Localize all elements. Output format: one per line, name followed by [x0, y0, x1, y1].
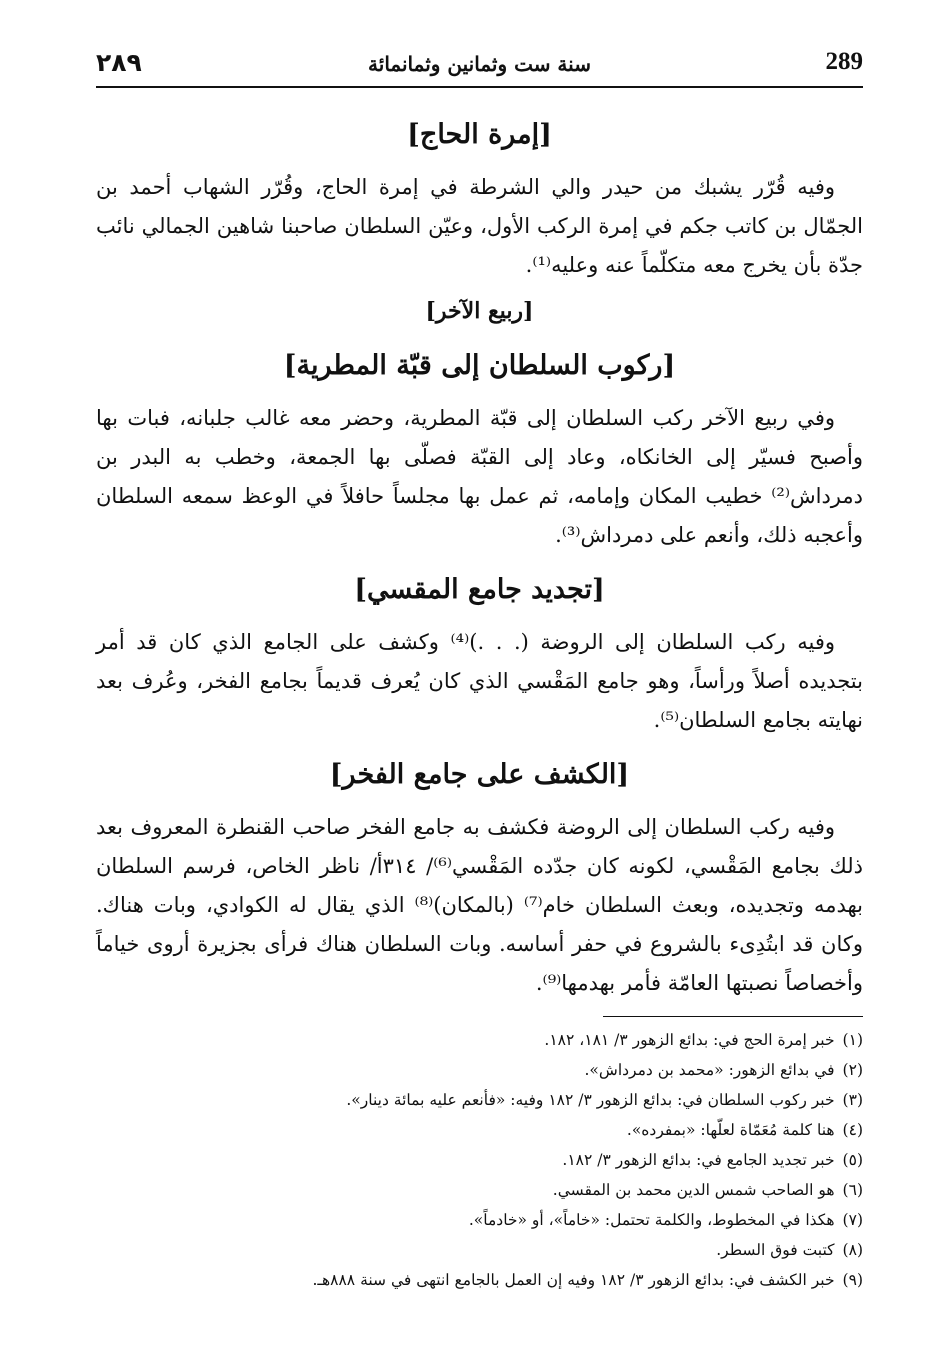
- footnote: [96, 1115, 863, 1145]
- footnote: [96, 1265, 863, 1295]
- paragraph: وفيه ركب السلطان إلى الروضة فكشف به جامع الفخر صاحب القنطرة المعروف بعد ذلك بجامع المَقْسي، لكونه كان جدّده المَقْسي⁽⁶⁾/ ٣١٤أ/ ناظر الخاص، فرسم السلطان بهدمه وتجديده، وبعث السلطان خام⁽⁷⁾ (بالمكان)⁽⁸⁾ الذي يقال له الكوادي، وبات هناك. وكان قد ابتُدِىء بالشروع في حفر أساسه. وبات السلطان هناك فرأى بجزيرة أروى خياماً وأخصاصاً نصبتها العامّة فأمر بهدمها⁽⁹⁾.: [96, 815, 864, 995]
- paragraph: وفي ربيع الآخر ركب السلطان إلى قبّة المطرية، وحضر معه غالب جلبانه، فبات بها وأصبح فسيّر إلى الخانكاه، وعاد إلى القبّة فصلّى بها الجمعة، وخطب به البدر بن دمرداش⁽²⁾ خطيب المكان وإمامه، ثم عمل بها مجلساً حافلاً في الوعظ سمعه السلطان وأعجبه ذلك، وأنعم على دمرداش⁽³⁾.: [96, 406, 863, 547]
- paragraph: وفيه ركب السلطان إلى الروضة (. . .)⁽⁴⁾ وكشف على الجامع الذي كان قد أمر بتجديده أصلاً ورأساً، وهو جامع المَقْسي الذي كان يُعرف قديماً بجامع الفخر، وعُرف بعد نهايته بجامع السلطان⁽⁵⁾.: [96, 630, 863, 732]
- section-sultan-ride: [96, 341, 863, 555]
- footnote: [96, 1205, 863, 1235]
- section-title: [الكشف على جامع الفخر]: [329, 759, 630, 790]
- footnote-number: (٣): [842, 1091, 863, 1109]
- footnotes: [96, 1016, 863, 1295]
- footnote-rule: [603, 1016, 863, 1017]
- footnote: [96, 1055, 863, 1085]
- footnote-text: كتبت فوق السطر.: [716, 1241, 835, 1259]
- main-text: [96, 100, 863, 1009]
- footnote-text: خبر ركوب السلطان في: بدائع الزهور ٣/ ١٨٢ وفيه: «فأنعم عليه بمائة دينار».: [346, 1091, 835, 1109]
- page-number-latin: 289: [825, 48, 863, 75]
- footnote-text: خبر الكشف في: بدائع الزهور ٣/ ١٨٢ وفيه إن العمل بالجامع انتهى في سنة ٨٨٨هـ.: [312, 1271, 835, 1289]
- footnote-number: (٧): [842, 1211, 863, 1229]
- footnote-number: (٥): [842, 1151, 863, 1169]
- section-title: [إمرة الحاج]: [407, 119, 552, 150]
- section-mosque-inspection: [96, 750, 863, 1003]
- footnote: [96, 1145, 863, 1175]
- section-title: [ركوب السلطان إلى قبّة المطرية]: [283, 350, 676, 381]
- footnote-text: هو الصاحب شمس الدين محمد بن المقسي.: [552, 1181, 835, 1199]
- footnote-text: خبر إمرة الحج في: بدائع الزهور ٣/ ١٨١، ١٨٢.: [544, 1031, 835, 1049]
- section-pilgrimage-command: [96, 110, 863, 285]
- footnote-number: (٩): [842, 1271, 863, 1289]
- footnote-number: (٨): [842, 1241, 863, 1259]
- footnote-number: (٢): [842, 1061, 863, 1079]
- running-header: [96, 44, 863, 84]
- page-number-arabic: ٢٨٩: [96, 48, 142, 77]
- footnote-text: في بدائع الزهور: «محمد بن دمرداش».: [584, 1061, 835, 1079]
- section-mosque-renewal: [96, 565, 863, 740]
- footnote: [96, 1175, 863, 1205]
- footnote: [96, 1235, 863, 1265]
- footnote-number: (٤): [842, 1121, 863, 1139]
- footnote: [96, 1085, 863, 1115]
- footnote-number: (١): [842, 1031, 863, 1049]
- footnote-text: هنا كلمة مُعَمّاة لعلّها: «بمفرده».: [626, 1121, 835, 1139]
- footnote: [96, 1025, 863, 1055]
- header-rule: [96, 86, 863, 88]
- section-title: [تجديد جامع المقسي]: [354, 574, 605, 605]
- running-title: سنة ست وثمانين وثمانمائة: [368, 52, 591, 76]
- footnote-number: (٦): [842, 1181, 863, 1199]
- paragraph: وفيه قُرّر يشبك من حيدر والي الشرطة في إمرة الحاج، وقُرّر الشهاب أحمد بن الجمّال بن كاتب جكم في إمرة الركب الأول، وعيّن السلطان صاحبنا شاهين الجمالي نائب جدّة بأن يخرج معه متكلّماً عنه وعليه⁽¹⁾.: [96, 175, 863, 277]
- footnote-text: هكذا في المخطوط، والكلمة تحتمل: «خاماً»، أو «خادماً».: [468, 1211, 835, 1229]
- footnote-text: خبر تجديد الجامع في: بدائع الزهور ٣/ ١٨٢.: [562, 1151, 835, 1169]
- footnote-list: [96, 1025, 863, 1295]
- section-month-heading: [96, 291, 863, 331]
- month-title: [ربيع الآخر]: [425, 298, 534, 324]
